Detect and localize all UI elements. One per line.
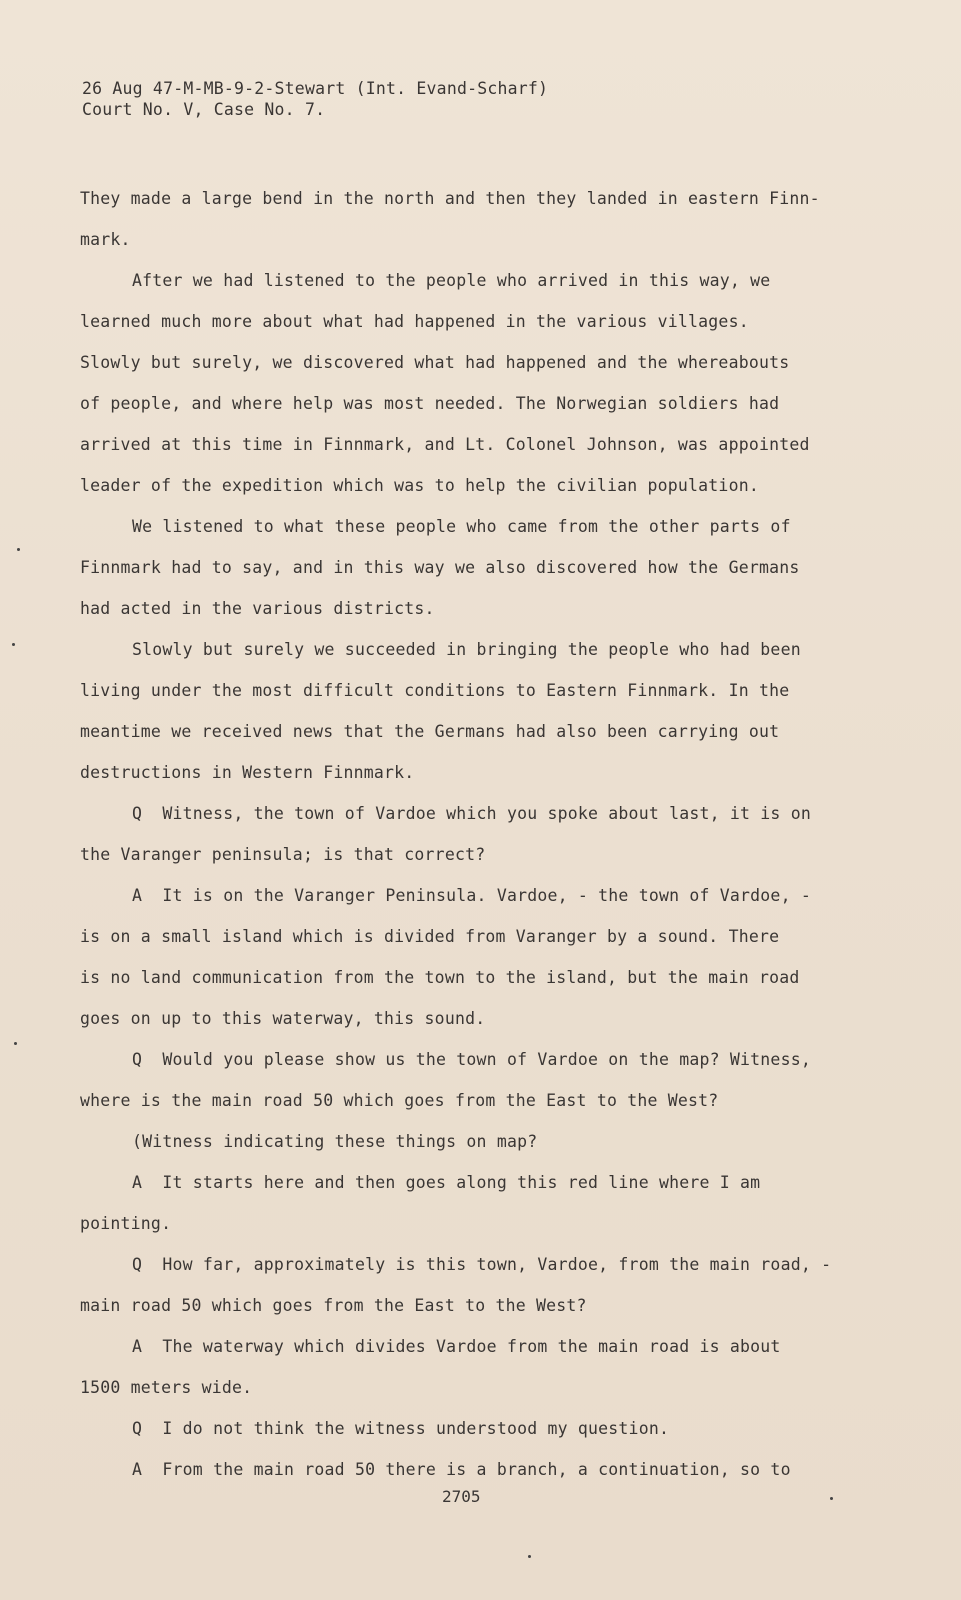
- text-line: They made a large bend in the north and then they landed in eastern Finn-: [80, 189, 820, 208]
- text-line: of people, and where help was most needed. The Norwegian soldiers had: [80, 394, 780, 413]
- transcript-body: [80, 178, 850, 1490]
- text-line: where is the main road 50 which goes from the East to the West?: [80, 1091, 719, 1110]
- document-header: [82, 78, 548, 120]
- text-line: the Varanger peninsula; is that correct?: [80, 845, 486, 864]
- header-line-2: Court No. V, Case No. 7.: [82, 100, 326, 119]
- text-line: Slowly but surely we succeeded in bringing the people who had been: [132, 640, 801, 659]
- text-line: leader of the expedition which was to help the civilian population.: [80, 476, 759, 495]
- paper-speck: [14, 1042, 17, 1045]
- paper-speck: [528, 1555, 531, 1558]
- text-line: pointing.: [80, 1214, 172, 1233]
- text-line: Q How far, approximately is this town, Vardoe, from the main road, -: [132, 1255, 832, 1274]
- text-line: goes on up to this waterway, this sound.: [80, 1009, 486, 1028]
- text-line: main road 50 which goes from the East to the West?: [80, 1296, 587, 1315]
- text-line: meantime we received news that the Germans had also been carrying out: [80, 722, 780, 741]
- header-line-1: 26 Aug 47-M-MB-9-2-Stewart (Int. Evand-Scharf): [82, 79, 549, 98]
- text-line: Finnmark had to say, and in this way we also discovered how the Germans: [80, 558, 800, 577]
- text-line: arrived at this time in Finnmark, and Lt. Colonel Johnson, was appointed: [80, 435, 810, 454]
- text-line: Slowly but surely, we discovered what had happened and the whereabouts: [80, 353, 790, 372]
- text-line: is on a small island which is divided from Varanger by a sound. There: [80, 927, 780, 946]
- text-line: Q Witness, the town of Vardoe which you spoke about last, it is on: [132, 804, 811, 823]
- text-line: destructions in Western Finnmark.: [80, 763, 415, 782]
- text-line: A It is on the Varanger Peninsula. Vardoe, - the town of Vardoe, -: [132, 886, 811, 905]
- page-number: 2705: [442, 1487, 481, 1506]
- paper-speck: [830, 1497, 833, 1500]
- text-line: mark.: [80, 230, 131, 249]
- text-line: (Witness indicating these things on map?: [132, 1132, 538, 1151]
- paper-speck: [17, 548, 20, 551]
- text-line: Q Would you please show us the town of Vardoe on the map? Witness,: [132, 1050, 811, 1069]
- text-line: is no land communication from the town to the island, but the main road: [80, 968, 800, 987]
- text-line: living under the most difficult conditions to Eastern Finnmark. In the: [80, 681, 790, 700]
- text-line: learned much more about what had happened in the various villages.: [80, 312, 749, 331]
- text-line: 1500 meters wide.: [80, 1378, 253, 1397]
- paper-speck: [12, 643, 15, 646]
- text-line: A It starts here and then goes along this red line where I am: [132, 1173, 761, 1192]
- text-line: A The waterway which divides Vardoe from the main road is about: [132, 1337, 781, 1356]
- text-line: We listened to what these people who came from the other parts of: [132, 517, 791, 536]
- text-line: After we had listened to the people who arrived in this way, we: [132, 271, 771, 290]
- text-line: had acted in the various districts.: [80, 599, 435, 618]
- text-line: A From the main road 50 there is a branch, a continuation, so to: [132, 1460, 791, 1479]
- text-line: Q I do not think the witness understood my question.: [132, 1419, 670, 1438]
